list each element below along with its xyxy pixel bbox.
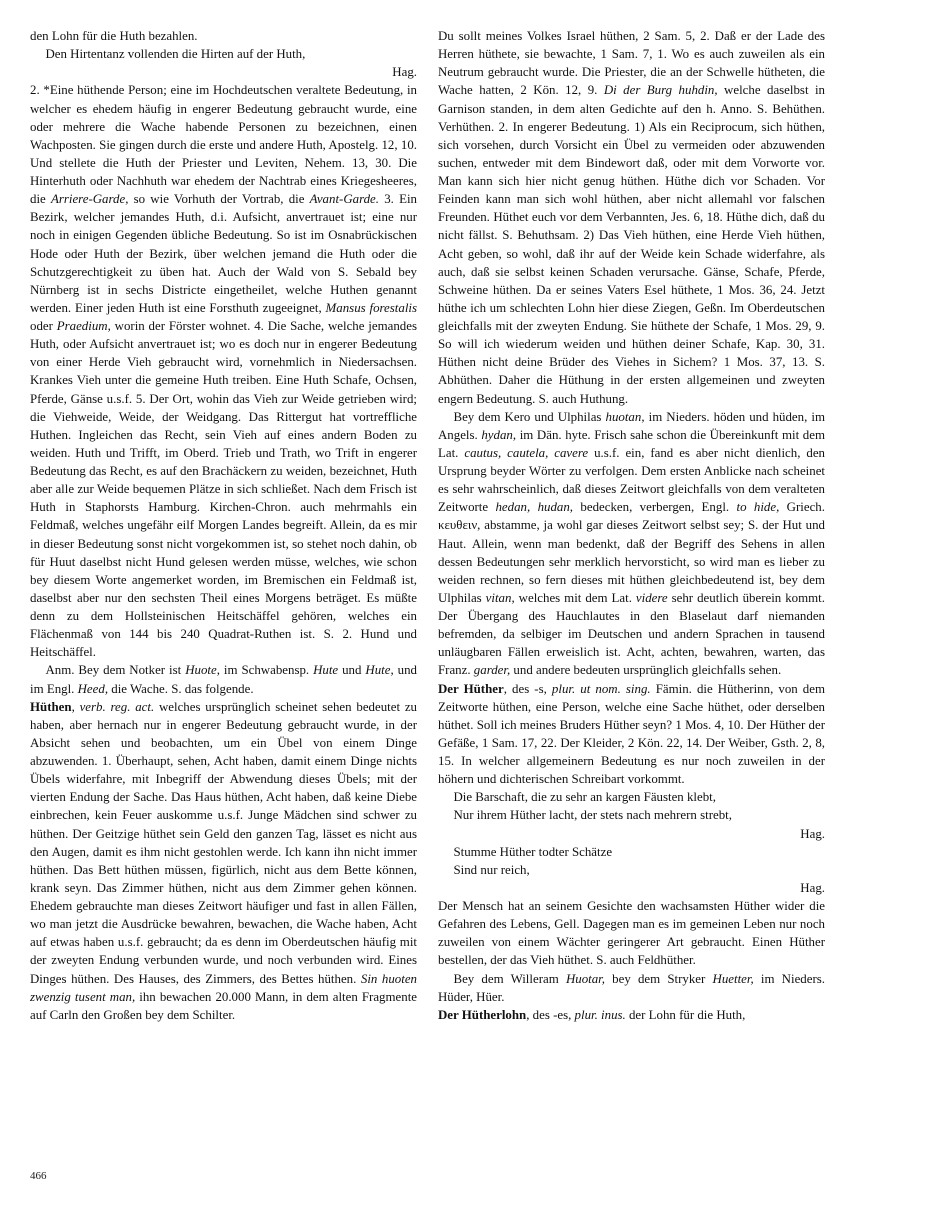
paragraph: den Lohn für die Huth bezahlen. [30, 29, 198, 43]
quote-line: Den Hirtentanz vollenden die Hirten auf der Huth, [45, 47, 306, 62]
left-column [30, 27, 417, 1024]
quote-source: Hag. [800, 826, 825, 841]
paragraph: Du sollt meines Volkes Israel hüthen, 2 Sam. 5, 2. Daß er der Lade des Herren hüthete, sie bewachte, 1 Sam. 7, 1. Wo es auch zuweilen als ein Neutrum gebraucht wurde. Die Priester, die an der Schwelle hütheten, die Wache hatten, 2 Kön. 12, 9. Di der Burg huhdin, welche daselbst in Garnison standen, in dem alten Gedichte auf den h. Anno. S. Behüthen. Verhüthen. 2. In engerer Bedeutung. 1) Als ein Reciprocum, sich hüthen, sich vorsehen, durch Vorsicht ein Übel zu vermeiden oder abzuwenden suchen, entweder mit dem Bindewort daß, oder mit dem Vorworte vor. Man kann sich hier nicht genug hüthen. Hüthe dich vor Schaden. Vor Feinden kann man sich wohl hüthen, aber nicht allemahl vor falschen Freunden. Hüthet euch vor dem Verbannten, Jes. 6, 18. Hüthe dich, daß du nicht fällst. S. Behuthsam. 2) Das Vieh hüthen, eine Herde Vieh hüthen, Acht geben, so wohl, daß ihr auf der Weide kein Schade widerfahre, als auch, daß sie selbst keinen Schaden verursache. Gänse, Schafe, Pferde, Schweine hüthen. Da er seines Vaters Esel hüthete, 1 Mos. 36, 24. Jetzt hüthe ich um schlechten Lohn hier diese Ziegen, Geßn. Im Oberdeutschen gleichfalls mit der zweyten Endung. Sie hüthete der Schafe, 1 Mos. 29, 9. So will ich wiederum weiden und hüthen deiner Schafe, Kap. 30, 31. Hüthen nicht deine Brüder des Viehes in Sichem? 1 Mos. 37, 13. S. Abhüthen. Daher die Hüthung in der ersten allgemeinen und zweyten engern Bedeutung. S. auch Huthung. [438, 29, 826, 406]
annotation: Bey dem Kero und Ulphilas huotan, im Nieders. höden und hüden, im Angels. hydan, im Dän. hyte. Frisch sahe schon die Übereinkunft mit dem Lat. cautus, cautela, cavere u.s.f. ein, fand es aber nicht dienlich, den Ursprung beyder Wörter zu verfolgen. Dem ersten Anblicke nach scheinet es sehr wahrscheinlich, daß dieses Zeitwort gleichfalls von dem veralteten Zeitworte hedan, hudan, bedecken, verbergen, Engl. to hide, Griech. κευθειν, abstamme, ja wohl gar dieses Zeitwort selbst sey; S. der Hut und Haut. Allein, wenn man bedenkt, daß der Begriff des Sehens in allen dessen Bedeutungen sehr merklich hervorsticht, so wird man es lieber zu weiden rechnen, so fern dieses mit hüthen gleichbedeutend ist, bey dem Ulphilas vitan, welches mit dem Lat. videre sehr deutlich überein kommt. Der Übergang des Hauchlautes in den Blaselaut darf niemanden befremden, da selbiger im Deutschen und andern Sprachen in tausend unläugbaren Fällen erweislich ist. Acht, achten, bewahren, warten, das Franz. garder, und andere bedeuten ursprünglich gleichfalls sehen. [438, 409, 825, 678]
page-number: 466 [30, 1170, 47, 1182]
verse-line: Sind nur reich, [453, 862, 530, 877]
verse-line: Die Barschaft, die zu sehr an kargen Fäusten klebt, [453, 790, 716, 805]
paragraph: 2. *Eine hüthende Person; eine im Hochdeutschen veraltete Bedeutung, in welcher es ehedem häufig in engerer Bedeutung gebraucht wurde, eine oder mehrere die Wache habende Personen zu bezeichnen, einen Wachposten. Sie gingen durch die erste und andere Huth, Apostelg. 12, 10. Und stellete die Huth der Priester und Leviten, Nehem. 13, 30. Die Hinterhuth oder Nachhuth war ehedem der Nachtrab eines Kriegesheeres, die Arriere-Garde, so wie Vorhuth der Vortrab, die Avant-Garde. 3. Ein Bezirk, welcher jemandes Huth, d.i. Aufsicht, anvertrauet ist; eine nur noch in einigen Gegenden übliche Bedeutung. So ist im Osnabrückischen Hode oder Huth der Bezirk, über welchen jemand die Huth oder die Schutzgerechtigkeit zu üben hat. Auch der Wald von S. Sebald bey Nürnberg ist in sechs Districte eingetheilet, welche Huthen genannt werden. Einer jeden Huth ist eine Forsthuth zugeeignet, Mansus forestalis oder Praedium, worin der Förster wohnet. 4. Die Sache, welche jemandes Huth, oder Aufsicht anvertrauet ist; wo es doch nur in engerer Bedeutung von einer Herde Vieh gebraucht wird, vornehmlich in Niedersachsen. Krankes Vieh unter die gemeine Huth treiben. Eine Huth Schafe, Ochsen, Pferde, Gänse u.s.f. 5. Der Ort, wohin das Vieh zur Weide getrieben wird; die Viehweide, Weide, der Weidgang. Das Rittergut hat vortreffliche Huthen. Ingleichen das Recht, sein Vieh auf eines andern Boden zu weiden. Huth und Trifft, im Oberd. Trieb und Trath, wo Trift in engerer Bedeutung das Recht, es auf den Brachäckern zu weiden, bezeichnet, Huth aber alle zur Weide bequemen Plätze in sich schließet. Nach dem Frisch ist Huth in Staphorsts Hamburg. Kirchen-Chron. auch mehrmahls ein Feldmaß, welches ungefähr eilf Morgen Landes begreift. Allein, da es mir in dieser Bedeutung sonst nicht vorgekommen ist, so stehet noch dahin, ob für Huut daselbst nicht Hund gelesen werden müsse, welches, wie schon bey diesem Worte angemerket worden, im Bremischen ein Feldmaß ist, daselbst aber nur den sechsten Theil eines Morgens beträget. Es müßte denn zu dem Hollsteinischen Heitschäffel gehören, welches ein Flächenmaß von 144 bis 240 Quadrat-Ruthen ist. S. 2. Hund und Heitschäffel. [30, 83, 418, 660]
headword: Hüthen [30, 699, 72, 714]
quote-source: Hag. [800, 880, 825, 895]
headword: Der Hütherlohn [438, 1007, 527, 1022]
dictionary-entry: Der Hütherlohn, des -es, plur. inus. der Lohn für die Huth, [438, 1007, 746, 1022]
dictionary-entry: Hüthen, verb. reg. act. welches ursprünglich scheinet sehen bedeutet zu haben, aber hernach nur in engerer Bedeutung gebraucht wurde, in der Absicht sehen und beobachten, um ein Übel von einem Dinge abzuwenden. 1. Überhaupt, sehen, Acht haben, damit einem Dinge nichts Übels widerfahre, mit Inbegriff der Abwendung dieses Übels; mit der vierten Endung der Sache. Das Haus hüthen, Acht haben, daß keine Diebe einbrechen, kein Feuer auskomme u.s.f. Junge Mädchen sind schwer zu hüthen. Der Geitzige hüthet sein Geld den ganzen Tag, lässet es nicht aus den Augen, damit es ihm nicht gestohlen werde. Ich kann ihn nicht immer hüthen. Das Bett hüthen müssen, figürlich, nicht aus dem Bette können, krank seyn. Das Zimmer hüthen, nicht aus dem Zimmer gehen können. Ehedem gebrauchte man dieses Zeitwort häufiger und fast in allen Fällen, wo man jetzt die Ausdrücke bewahren, bewachen, die Wache haben, Acht auf etwas haben u.s.f. gebraucht; da es denn im Oberdeutschen häufig mit der zweyten Endung verbunden wurde, und noch verbunden wird. Eines Dinges hüthen. Des Hauses, des Zimmers, des Bettes hüthen. Sin huoten zwenzig tusent man, ihn bewachen 20.000 Mann, in dem alten Fragmente auf Carln den Großen bey dem Schilter. [30, 699, 417, 1022]
quote-source: Hag. [392, 65, 417, 80]
annotation: Anm. Bey dem Notker ist Huote, im Schwabensp. Hute und Hute, und im Engl. Heed, die Wache. S. das folgende. [30, 663, 417, 696]
headword: Der Hüther [438, 681, 504, 696]
annotation: Bey dem Willeram Huotar, bey dem Stryker Huetter, im Nieders. Hüder, Hüer. [438, 971, 825, 1004]
verse-line: Stumme Hüther todter Schätze [453, 844, 613, 859]
right-column [438, 27, 825, 1024]
dictionary-entry: Der Hüther, des -s, plur. ut nom. sing. Fämin. die Hütherinn, von dem Zeitworte hüthen, eine Person, welche eine Sache hüthet, oder derselben hüthet. Soll ich meines Bruders Hüther seyn? 1 Mos. 4, 10. Der Hüther der Gefäße, 1 Sam. 17, 22. Der Kleider, 2 Kön. 22, 14. Der Weiber, Gsth. 2, 8, 15. In welcher allgemeinern Bedeutung es nur noch zuweilen in der höhern und dichterischen Schreibart vorkommt. [438, 681, 825, 787]
paragraph: Der Mensch hat an seinem Gesichte den wachsamsten Hüther wider die Gefahren des Lebens, Gell. Dagegen man es im gemeinen Leben nur noch zuweilen von einem Wächter geringerer Art gebraucht. Einen Hüther bestellen, der das Vieh hüthet. S. auch Feldhüther. [438, 899, 825, 968]
verse-line: Nur ihrem Hüther lacht, der stets nach mehrern strebt, [453, 808, 732, 823]
